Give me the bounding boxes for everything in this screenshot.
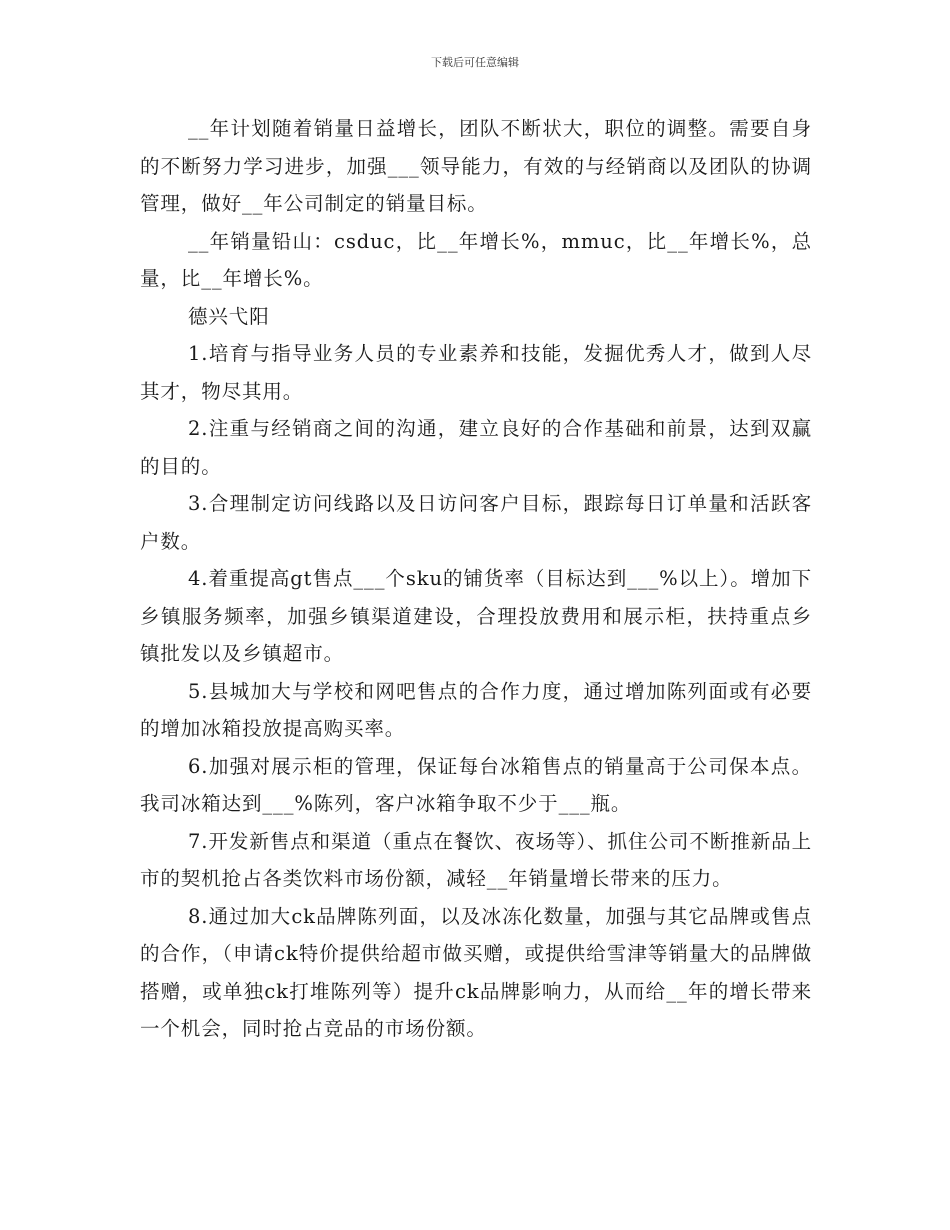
paragraph-item-3: 3.合理制定访问线路以及日访问客户目标，跟踪每日订单量和活跃客户数。 bbox=[140, 492, 812, 553]
paragraph-item-2: 2.注重与经销商之间的沟通，建立良好的合作基础和前景，达到双赢的目的。 bbox=[140, 417, 812, 478]
page-header-note: 下载后可任意编辑 bbox=[431, 56, 519, 69]
paragraph-item-7: 7.开发新售点和渠道（重点在餐饮、夜场等）、抓住公司不断推新品上市的契机抢占各类饮料市场份额，减轻__年销量增长带来的压力。 bbox=[140, 829, 812, 890]
paragraph-region-heading: 德兴弋阳 bbox=[188, 304, 270, 328]
paragraph-item-4: 4.着重提高gt售点___个sku的铺货率（目标达到___%以上）。增加下乡镇服务频率，加强乡镇渠道建设，合理投放费用和展示柜，扶持重点乡镇批发以及乡镇超市。 bbox=[140, 567, 812, 665]
paragraph-sales-figures: __年销量铅山：csduc，比__年增长%，mmuc，比__年增长%，总量，比__年增长%。 bbox=[140, 229, 812, 290]
paragraph-item-8: 8.通过加大ck品牌陈列面，以及冰冻化数量，加强与其它品牌或售点的合作，（申请ck特价提供给超市做买赠，或提供给雪津等销量大的品牌做搭赠，或单独ck打堆陈列等）提升ck品牌影响力，从而给__年的增长带来一个机会，同时抢占竞品的市场份额。 bbox=[140, 904, 812, 1040]
document-body bbox=[140, 110, 812, 1048]
paragraph-item-5: 5.县城加大与学校和网吧售点的合作力度，通过增加陈列面或有必要的增加冰箱投放提高购买率。 bbox=[140, 679, 812, 740]
paragraph-plan-intro: __年计划随着销量日益增长，团队不断状大，职位的调整。需要自身的不断努力学习进步，加强___领导能力，有效的与经销商以及团队的协调管理，做好__年公司制定的销量目标。 bbox=[140, 117, 812, 215]
paragraph-item-1: 1.培育与指导业务人员的专业素养和技能，发掘优秀人才，做到人尽其才，物尽其用。 bbox=[140, 342, 812, 403]
paragraph-item-6: 6.加强对展示柜的管理，保证每台冰箱售点的销量高于公司保本点。我司冰箱达到___%陈列，客户冰箱争取不少于___瓶。 bbox=[140, 754, 812, 815]
